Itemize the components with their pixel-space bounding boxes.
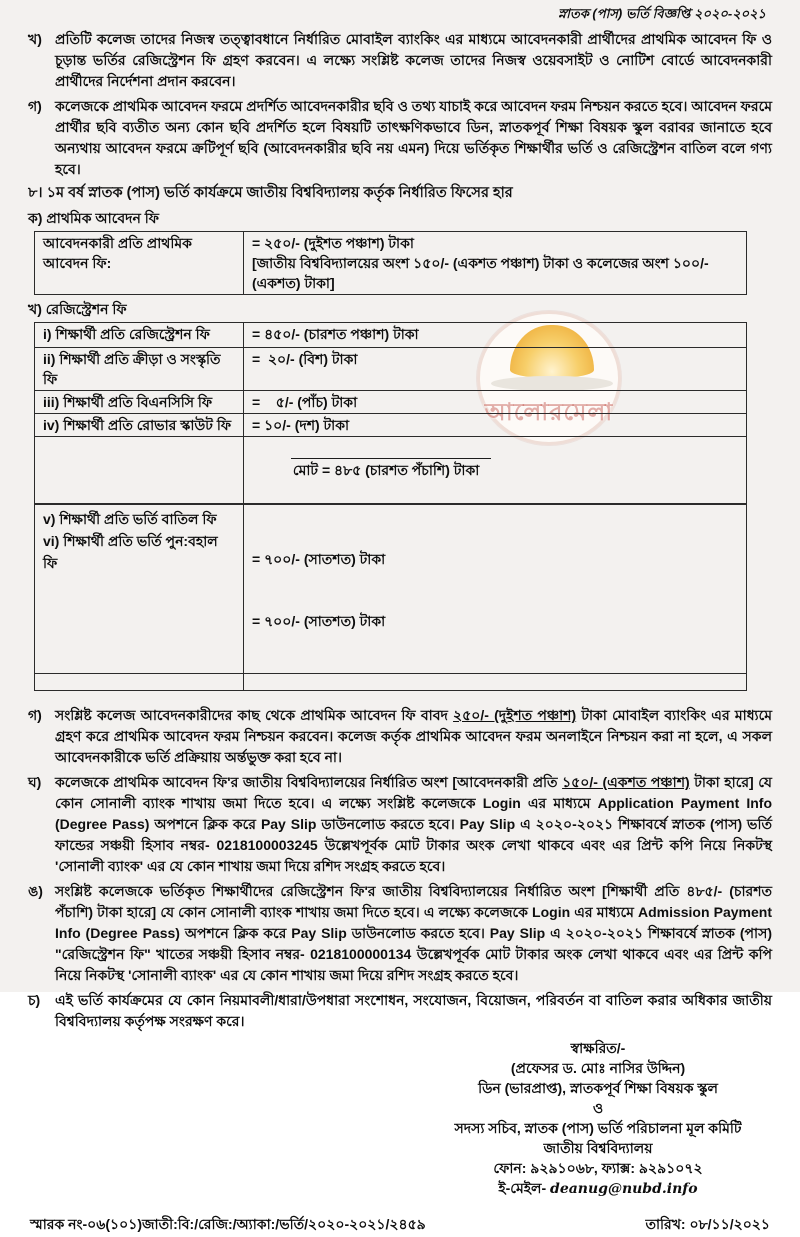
- text-segment: এর মাধ্যমে: [570, 904, 638, 920]
- footer-row: [28, 1213, 772, 1237]
- primary-application-fee-table: [34, 231, 747, 295]
- table-row: [35, 391, 747, 414]
- pay-slip-keyword: Pay Slip: [291, 925, 347, 941]
- text-segment: ডাউনলোড করতে হবে।: [346, 925, 490, 941]
- paragraph-label: ঘ): [28, 774, 42, 790]
- text-segment: উল্লেখপূর্বক মোট টাকার অংক লেখা থাকবে এবং এর প্রিন্ট কপি নিয়ে নিকটস্থ 'সোনালী ব্যাংক' এর যে কোন শাখায় জমা দিয়ে রশিদ সংগ্রহ করতে হবে।: [55, 837, 773, 874]
- underlined-amount: ১৫০/- (একশত পঞ্চাশ): [562, 774, 690, 790]
- total-cell: [244, 437, 747, 505]
- fee-value-v: = ৭০০/- (সাতশত) টাকা: [252, 551, 386, 567]
- login-keyword: Login: [482, 795, 521, 811]
- text-segment: সংশ্লিষ্ট কলেজকে ভর্তিকৃত শিক্ষার্থীদের রেজিস্ট্রেশন ফি'র জাতীয় বিশ্ববিদ্যালয়ের নির্ধারিত অংশ [শিক্ষার্থী প্রতি ৪৮৫/- (চারশত পঁচাশি) টাকা হারে] যে কোন সোনালী ব্যাংক শাখায় জমা দিতে হবে। এ লক্ষ্যে কলেজকে: [55, 883, 772, 920]
- paragraph-label: চ): [28, 992, 41, 1008]
- email-line: [448, 1178, 748, 1199]
- paragraph-cha: [28, 990, 772, 1032]
- fee-value-cell: = ১০/- (দশ) টাকা: [244, 414, 747, 437]
- fee-amount: = ২৫০/- (দুইশত পঞ্চাশ) টাকা: [252, 235, 414, 251]
- watermark-text: আলোরমেলা: [484, 399, 614, 426]
- paragraph-ga1: [28, 96, 772, 180]
- fee-value-vi: = ৭০০/- (সাতশত) টাকা: [252, 613, 386, 629]
- table-row: [35, 348, 747, 391]
- signature-block: [448, 1038, 748, 1199]
- signatory-title-1: ডিন (ভারপ্রাপ্ত), স্নাতকপূর্ব শিক্ষা বিষয়ক স্কুল: [478, 1080, 718, 1096]
- table-row: [35, 414, 747, 437]
- fee-value-cell: = ২০/- (বিশ) টাকা: [244, 348, 747, 391]
- paragraph-text: [55, 881, 772, 986]
- paragraph-gha: [28, 772, 772, 877]
- text-segment: সংশ্লিষ্ট কলেজ আবেদনকারীদের কাছ থেকে প্রাথমিক আবেদন ফি বাবদ: [55, 707, 454, 723]
- memo-number: স্মারক নং-০৬(১০১)জাতী:বি:/রেজি:/অ্যাকা:/ভর্তি/২০২০-২০২১/২৪৫৯: [30, 1216, 426, 1232]
- paragraph-label: গ): [28, 98, 42, 114]
- text-segment: কলেজকে প্রাথমিক আবেদন ফি'র জাতীয় বিশ্ববিদ্যালয়ের নির্ধারিত অংশ [আবেদনকারী প্রতি: [55, 774, 563, 790]
- fee-label-v: v) শিক্ষার্থী প্রতি ভর্তি বাতিল ফি: [43, 511, 217, 527]
- section-8-heading: ৮। ১ম বর্ষ স্নাতক (পাস) ভর্তি কার্যক্রমে জাতীয় বিশ্ববিদ্যালয় কর্তৃক নির্ধারিত ফিসের হার: [28, 185, 513, 201]
- signatory-title-2: সদস্য সচিব, স্নাতক (পাস) ভর্তি পরিচালনা মূল কমিটি: [454, 1120, 742, 1136]
- menu-option-name: Application Payment Info (Degree Pass): [55, 795, 772, 832]
- empty-cell: [35, 437, 244, 505]
- text-segment: ডাউনলোড করতে হবে।: [316, 816, 460, 832]
- phone-fax-line: ফোন: ৯২৯১০৬৮, ফ্যাক্স: ৯২৯১০৭২: [493, 1160, 703, 1176]
- paragraph-label: খ): [28, 31, 42, 47]
- and-word: ও: [592, 1100, 604, 1116]
- text-segment: টাকা মোবাইল ব্যাংকিং এর মাধ্যমে গ্রহণ করে প্রাথমিক আবেদন ফরম নিশ্চয়ন করবেন। কলেজ কর্তৃক প্রাথমিক আবেদন ফরম অনলাইনে নিশ্চয়ন করা না হলে, এ সকল আবেদনকারীকে ভর্তি প্রক্রিয়ায় অর্ন্তভুক্ত করা হবে না।: [55, 707, 773, 765]
- paragraph-text: [55, 705, 772, 768]
- email-label: ই-মেইল-: [498, 1180, 551, 1196]
- label-registration-fee: খ) রেজিস্ট্রেশন ফি: [28, 301, 127, 317]
- notice-title-right: স্নাতক (পাস) ভর্তি বিজ্ঞপ্তি ২০২০-২০২১: [557, 6, 766, 21]
- text-segment: টাকা হারে] যে কোন সোনালী ব্যাংক শাখায় জমা দিতে হবে। এ লক্ষ্যে সংশ্লিষ্ট কলেজকে: [55, 774, 772, 811]
- account-number: 0218100000134: [310, 946, 412, 962]
- menu-option-name: Admission Payment Info (Degree Pass): [55, 904, 772, 941]
- pay-slip-keyword: Pay Slip: [489, 925, 546, 941]
- paragraph-kha: [28, 29, 772, 92]
- account-number: 0218100003245: [216, 837, 318, 853]
- paragraph-text: কলেজকে প্রাথমিক আবেদন ফরমে প্রদর্শিত আবেদনকারীর ছবি ও তথ্য যাচাই করে আবেদন ফরম নিশ্চয়ন করতে হবে। আবেদন ফরমে প্রার্থীর ছবি ব্যতীত অন্য কোন ছবি প্রদর্শিত হলে বিষয়টি তাৎক্ষণিকভাবে ডিন, স্নাতকপূর্ব শিক্ষা বিষয়ক স্কুল বরাবর জানাতে হবে অন্যথায় আবেদন ফরমে ক্রটিপূর্ণ ছবি (আবেদনকারীর ছবি নয় এমন) দিয়ে ভর্তিকৃত শিক্ষার্থীর ভর্তি ও রেজিস্ট্রেশন বাতিল বলে গণ্য হবে।: [55, 98, 772, 177]
- signed-label: স্বাক্ষরিত/-: [570, 1040, 626, 1056]
- fee-value-cell: = ৪৫০/- (চারশত পঞ্চাশ) টাকা: [244, 323, 747, 348]
- label-primary-application-fee: ক) প্রাথমিক আবেদন ফি: [28, 210, 159, 226]
- text-segment: অপশনে ক্লিক করে: [149, 816, 261, 832]
- table-row: [35, 323, 747, 348]
- fee-value-cell: [244, 504, 747, 674]
- paragraph-label: ঙ): [28, 883, 43, 899]
- total-row: [35, 437, 747, 505]
- fee-label-cell: iv) শিক্ষার্থী প্রতি রোভার স্কাউট ফি: [35, 414, 244, 437]
- fee-value-cell: [244, 232, 747, 295]
- fee-label-cell: i) শিক্ষার্থী প্রতি রেজিস্ট্রেশন ফি: [35, 323, 244, 348]
- fee-label-cell: [35, 504, 244, 674]
- paragraph-text: [55, 772, 772, 877]
- total-amount: মোট = ৪৮৫ (চারশত পঁচাশি) টাকা: [291, 458, 491, 480]
- login-keyword: Login: [532, 904, 571, 920]
- registration-fee-table: [34, 322, 747, 691]
- table-row-v-vi: [35, 504, 747, 674]
- pay-slip-keyword: Pay Slip: [260, 816, 317, 832]
- text-segment: উল্লেখপূর্বক মোট টাকার অংক লেখা থাকবে এবং এর প্রিন্ট কপি নিয়ে নিকটস্থ 'সোনালী ব্যাংক' এর যে কোন শাখায় জমা দিয়ে রশিদ সংগ্রহ করতে হবে।: [55, 946, 772, 983]
- fee-value-cell: = ৫/- (পাঁচ) টাকা: [244, 391, 747, 414]
- empty-cell: [35, 674, 244, 691]
- signatory-name: (প্রফেসর ড. মোঃ নাসির উদ্দিন): [510, 1060, 686, 1076]
- paragraph-uma: [28, 881, 772, 986]
- paragraph-text: প্রতিটি কলেজ তাদের নিজস্ব তত্ত্বাবধানে নির্ধারিত মোবাইল ব্যাংকিং এর মাধ্যমে আবেদনকারী প্রার্থীদের প্রাথমিক আবেদন ফি ও চূড়ান্ত ভর্তির রেজিস্ট্রেশন ফি গ্রহণ করবেন। এ লক্ষ্যে সংশ্লিষ্ট কলেজ তাদের নিজস্ব ওয়েবসাইট ও নোটিশ বোর্ডে আবেদনকারী প্রার্থীদের নির্দেশনা প্রদান করবেন।: [55, 31, 772, 89]
- text-segment: এর মাধ্যমে: [520, 795, 598, 811]
- text-segment: অপশনে ক্লিক করে: [179, 925, 292, 941]
- empty-cell: [244, 674, 747, 691]
- email-address: deanug@nubd.info: [550, 1181, 698, 1197]
- paragraph-ga2: [28, 705, 772, 768]
- empty-row: [35, 674, 747, 691]
- fee-breakdown: [জাতীয় বিশ্ববিদ্যালয়ের অংশ ১৫০/- (একশত পঞ্চাশ) টাকা ও কলেজের অংশ ১০০/-(একশত) টাকা]: [252, 255, 709, 291]
- paragraph-label: গ): [28, 707, 42, 723]
- date-label: তারিখ: ০৮/১১/২০২১: [645, 1216, 770, 1232]
- fee-label-cell: iii) শিক্ষার্থী প্রতি বিএনসিসি ফি: [35, 391, 244, 414]
- underlined-amount: ২৫০/- (দুইশত পঞ্চাশ): [453, 707, 577, 723]
- fee-label-cell: আবেদনকারী প্রতি প্রাথমিক আবেদন ফি:: [35, 232, 244, 295]
- fee-label-cell: ii) শিক্ষার্থী প্রতি ক্রীড়া ও সংস্কৃতি ফি: [35, 348, 244, 391]
- pay-slip-keyword: Pay Slip: [459, 816, 516, 832]
- text-segment: এ ২০২০-২০২১ শিক্ষাবর্ষে স্নাতক (পাস) ভর্তি ফান্ডের সঞ্চয়ী হিসাব নম্বর-: [55, 816, 772, 853]
- organization-name: জাতীয় বিশ্ববিদ্যালয়: [543, 1140, 653, 1156]
- paragraph-text: এই ভর্তি কার্যক্রমের যে কোন নিয়মাবলী/ধারা/উপধারা সংশোধন, সংযোজন, বিয়োজন, পরিবর্তন বা বাতিল করার অধিকার জাতীয় বিশ্ববিদ্যালয় কর্তৃপক্ষ সংরক্ষণ করে।: [55, 992, 772, 1029]
- text-segment: এ ২০২০-২০২১ শিক্ষাবর্ষে স্নাতক (পাস) "রেজিস্ট্রেশন ফি" খাতের সঞ্চয়ী হিসাব নম্বর-: [55, 925, 772, 962]
- fee-label-vi: vi) শিক্ষার্থী প্রতি ভর্তি পুন:বহাল ফি: [43, 533, 218, 571]
- table-row: [35, 232, 747, 295]
